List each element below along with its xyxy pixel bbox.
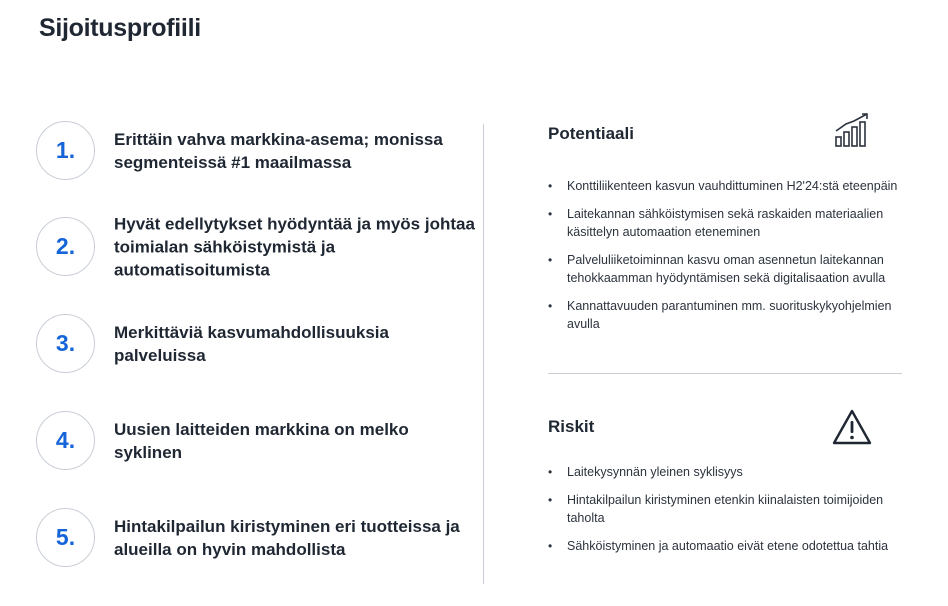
- point-1: [36, 121, 476, 181]
- point-2: [36, 214, 476, 280]
- warning-icon: [831, 408, 873, 451]
- point-5: [36, 508, 476, 568]
- risks-title: Riskit: [548, 417, 595, 436]
- point-text: Hyvät edellytykset hyödyntää ja myös johtaa toimialan sähköistymistä ja automatisoitumista: [114, 214, 475, 280]
- point-number-circle: 4.: [36, 411, 95, 470]
- list-item: • Laitekysynnän yleinen syklisyys: [548, 463, 902, 481]
- risks-panel: [548, 417, 902, 565]
- point-text: Uusien laitteiden markkina on melko syklinen: [114, 420, 409, 462]
- list-item: • Laitekannan sähköistymisen sekä raskaiden materiaalien käsittelyn automaation eteneminen: [548, 205, 902, 241]
- page-title: Sijoitusprofiili: [39, 14, 201, 42]
- point-number-circle: 2.: [36, 217, 95, 276]
- potential-title: Potentiaali: [548, 124, 634, 143]
- panel-divider: [548, 373, 902, 374]
- potential-panel: [548, 124, 902, 343]
- risks-list: [548, 463, 902, 555]
- point-text: Hintakilpailun kiristyminen eri tuotteissa ja alueilla on hyvin mahdollista: [114, 517, 460, 559]
- list-item: • Palveluliiketoiminnan kasvu oman asennetun laitekannan tehokkaamman hyödyntämisen sekä digitalisaation avulla: [548, 251, 902, 287]
- point-number-circle: 3.: [36, 314, 95, 373]
- growth-chart-icon: [834, 112, 872, 153]
- list-item: • Hintakilpailun kiristyminen etenkin kiinalaisten toimijoiden taholta: [548, 491, 902, 527]
- point-text: Merkittäviä kasvumahdollisuuksia palveluissa: [114, 323, 389, 365]
- point-text: Erittäin vahva markkina-asema; monissa segmenteissä #1 maailmassa: [114, 130, 443, 172]
- point-3: [36, 314, 476, 374]
- column-divider: [483, 124, 484, 584]
- list-item: • Sähköistyminen ja automaatio eivät etene odotettua tahtia: [548, 537, 902, 555]
- point-4: [36, 411, 476, 471]
- list-item: • Konttiliikenteen kasvun vauhdittuminen H2'24:stä eteenpäin: [548, 177, 902, 195]
- point-number-circle: 1.: [36, 121, 95, 180]
- list-item: • Kannattavuuden parantuminen mm. suorituskykyohjelmien avulla: [548, 297, 902, 333]
- point-number-circle: 5.: [36, 508, 95, 567]
- potential-list: [548, 177, 902, 333]
